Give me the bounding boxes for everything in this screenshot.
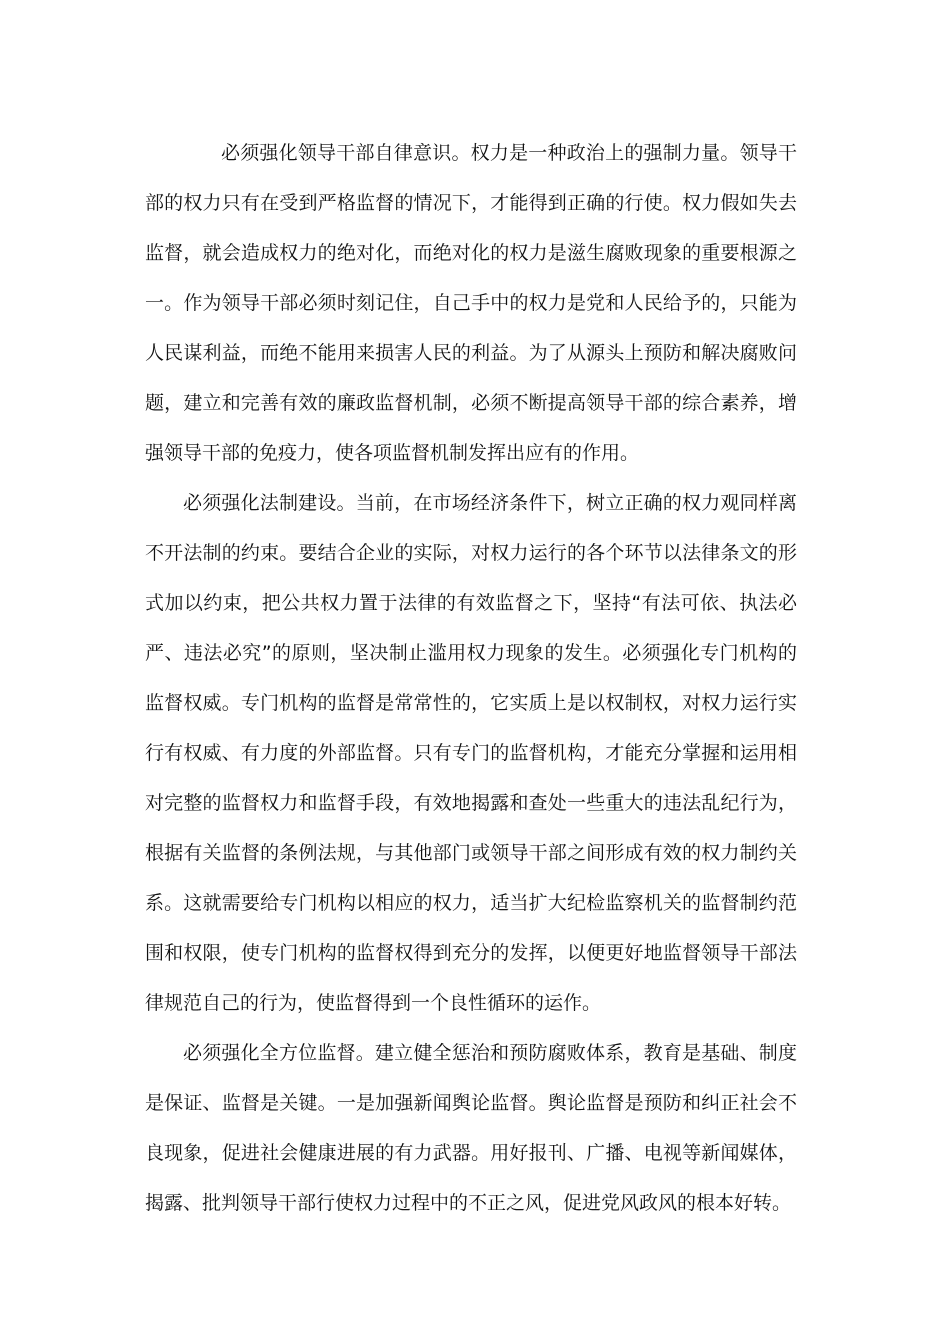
paragraph-comprehensive-supervision: 必须强化全方位监督。建立健全惩治和预防腐败体系，教育是基础、制度是保证、监督是关键。一是加强新闻舆论监督。舆论监督是预防和纠正社会不良现象，促进社会健康进展的有力武器。用好报刊、广播、电视等新闻媒体，揭露、批判领导干部行使权力过程中的不正之风，促进党风政风的根本好转。 <box>145 1042 797 1214</box>
paragraph-self-discipline: 必须强化领导干部自律意识。权力是一种政治上的强制力量。领导干部的权力只有在受到严格监督的情况下，才能得到正确的行使。权力假如失去监督，就会造成权力的绝对化，而绝对化的权力是滋生腐败现象的重要根源之一。作为领导干部必须时刻记住，自己手中的权力是党和人民给予的，只能为人民谋利益，而绝不能用来损害人民的利益。为了从源头上预防和解决腐败问题，建立和完善有效的廉政监督机制，必须不断提高领导干部的综合素养，增强领导干部的免疫力，使各项监督机制发挥出应有的作用。 <box>145 142 797 464</box>
paragraph-legal-system: 必须强化法制建设。当前，在市场经济条件下，树立正确的权力观同样离不开法制的约束。要结合企业的实际，对权力运行的各个环节以法律条文的形式加以约束，把公共权力置于法律的有效监督之下，坚持“有法可依、执法必严、违法必究”的原则，坚决制止滥用权力现象的发生。必须强化专门机构的监督权威。专门机构的监督是常常性的，它实质上是以权制权，对权力运行实行有权威、有力度的外部监督。只有专门的监督机构，才能充分掌握和运用相对完整的监督权力和监督手段，有效地揭露和查处一些重大的违法乱纪行为，根据有关监督的条例法规，与其他部门或领导干部之间形成有效的权力制约关系。这就需要给专门机构以相应的权力，适当扩大纪检监察机关的监督制约范围和权限，使专门机构的监督权得到充分的发挥，以便更好地监督领导干部法律规范自己的行为，使监督得到一个良性循环的运作。 <box>145 492 797 1014</box>
document-body <box>145 128 797 1228</box>
